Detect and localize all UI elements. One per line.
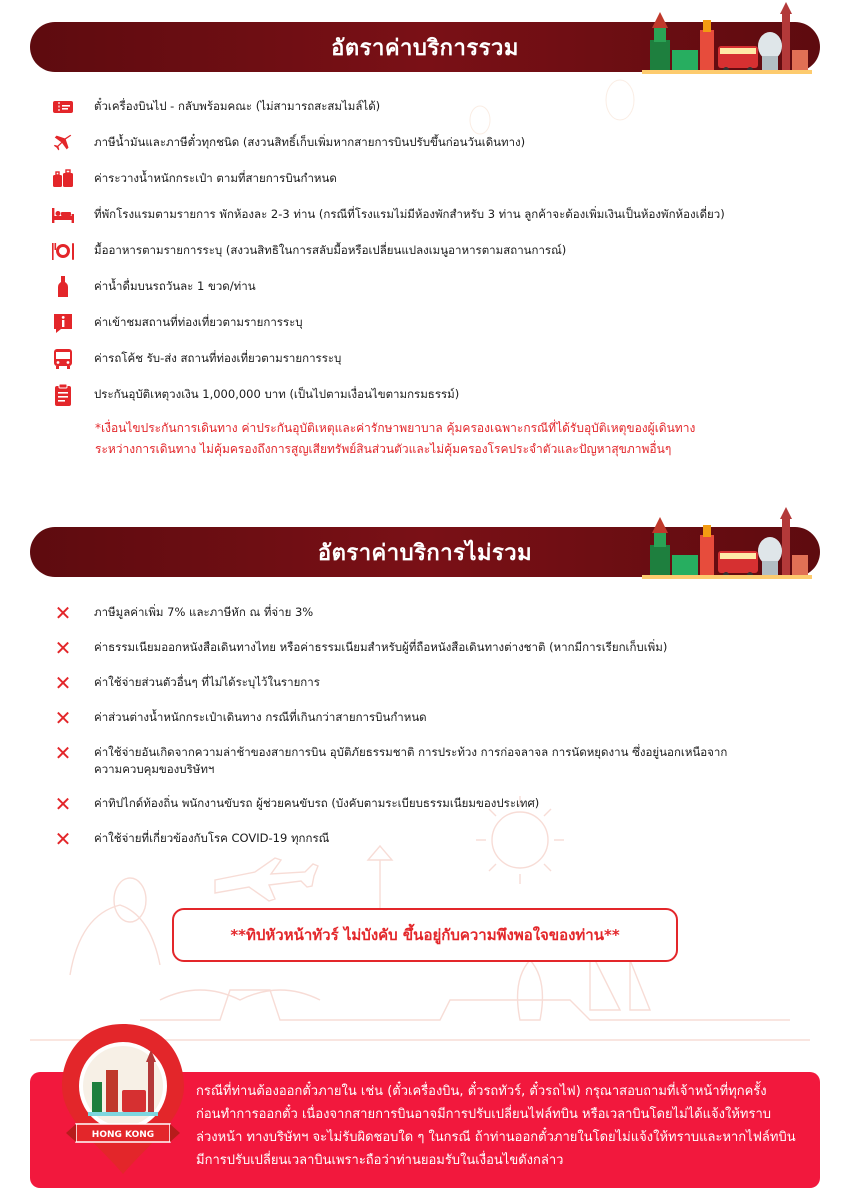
included-item-hotel xyxy=(50,203,810,239)
excluded-item-text: ค่าธรรมเนียมออกหนังสือเดินทางไทย หรือค่าธรรมเนียมสำหรับผู้ที่ถือหนังสือเดินทางต่างชาติ (หากมีการเรียกเก็บเพิ่ม) xyxy=(94,640,668,654)
excluded-item-text-line-2: ความควบคุมของบริษัทฯ xyxy=(94,762,215,776)
footer-notice-text xyxy=(196,1080,816,1172)
insurance-note-line-2: ระหว่างการเดินทาง ไม่คุ้มครองถึงการสูญเสียทรัพย์สินส่วนตัวและไม่คุ้มครองโรคประจำตัวและปัญหาสุขภาพอื่นๆ xyxy=(95,442,672,456)
included-item-text: ที่พักโรงแรมตามรายการ พักห้องละ 2-3 ท่าน (กรณีที่โรงแรมไม่มีห้องพักสำหรับ 3 ท่าน ลูกค้าจะต้องเพิ่มเงินเป็นห้องพักห้องเดี่ยว) xyxy=(94,207,725,221)
insurance-note-line-1: *เงื่อนไขประกันการเดินทาง ค่าประกันอุบัติเหตุและค่ารักษาพยาบาล คุ้มครองเฉพาะกรณีที่ได้รับอุบัติเหตุของผู้เดินทาง xyxy=(95,421,696,435)
footer-line-3: ล่วงหน้า ทางบริษัทฯ จะไม่รับผิดชอบใด ๆ ในกรณี ถ้าท่านออกตั๋วภายในโดยไม่แจ้งให้ทราบและหากไฟล์ทบิน xyxy=(196,1130,796,1145)
cross-icon: ✕ xyxy=(54,601,72,625)
included-item-text: ค่าเข้าชมสถานที่ท่องเที่ยวตามรายการระบุ xyxy=(94,315,303,329)
cross-icon: ✕ xyxy=(54,827,72,851)
meal-icon xyxy=(50,239,76,263)
included-item-text: ค่ารถโค้ช รับ-ส่ง สถานที่ท่องเที่ยวตามรายการระบุ xyxy=(94,351,342,365)
excluded-item xyxy=(50,671,810,706)
excluded-item-text: ค่าใช้จ่ายส่วนตัวอื่นๆ ที่ไม่ได้ระบุไว้ในรายการ xyxy=(94,675,320,689)
excluded-item-text: ค่าทิปไกด์ท้องถิ่น พนักงานขับรถ ผู้ช่วยคนขับรถ (บังคับตามระเบียบธรรมเนียมของประเทศ) xyxy=(94,796,540,810)
included-item-admission xyxy=(50,311,810,347)
excluded-item-text: ค่าส่วนต่างน้ำหนักกระเป๋าเดินทาง กรณีที่เกินกว่าสายการบินกำหนด xyxy=(94,710,427,724)
cross-icon: ✕ xyxy=(54,706,72,730)
excluded-section-title: อัตราค่าบริการไม่รวม xyxy=(317,540,533,566)
footer-line-1: กรณีที่ท่านต้องออกตั๋วภายใน เช่น (ตั๋วเครื่องบิน, ตั๋วรถทัวร์, ตั๋วรถไฟ) กรุณาสอบถามที่เจ้าหน้าที่ทุกครั้ง xyxy=(196,1084,767,1099)
water-bottle-icon xyxy=(50,275,76,299)
hong-kong-location-badge xyxy=(58,1020,188,1178)
excluded-item-text: ภาษีมูลค่าเพิ่ม 7% และภาษีหัก ณ ที่จ่าย 3% xyxy=(94,605,314,619)
included-section-title: อัตราค่าบริการรวม xyxy=(331,35,519,61)
included-item-fuel-tax xyxy=(50,131,810,167)
excluded-item-text-line-1: ค่าใช้จ่ายอันเกิดจากความล่าช้าของสายการบิน อุบัติภัยธรรมชาติ การประท้วง การก่อจลาจล การนัดหยุดงาน ซึ่งอยู่นอกเหนือจาก xyxy=(94,745,728,759)
airplane-icon xyxy=(50,131,76,155)
included-item-text: มื้ออาหารตามรายการระบุ (สงวนสิทธิในการสลับมื้อหรือเปลี่ยนแปลงเมนูอาหารตามสถานการณ์) xyxy=(94,243,567,257)
cross-icon: ✕ xyxy=(54,741,72,765)
clipboard-icon xyxy=(50,383,76,407)
excluded-item xyxy=(50,741,810,792)
included-item-text: ค่าน้ำดื่มบนรถวันละ 1 ขวด/ท่าน xyxy=(94,279,256,293)
hong-kong-landmarks-illustration xyxy=(642,0,812,78)
bus-icon xyxy=(50,347,76,371)
included-item-text: ตั๋วเครื่องบินไป - กลับพร้อมคณะ (ไม่สามารถสะสมไมล์ได้) xyxy=(94,99,381,113)
included-item-text: ประกันอุบัติเหตุวงเงิน 1,000,000 บาท (เป็นไปตามเงื่อนไขตามกรมธรรม์) xyxy=(94,387,460,401)
included-item-insurance xyxy=(50,383,810,419)
excluded-item-text: ค่าใช้จ่ายที่เกี่ยวข้องกับโรค COVID-19 ทุกกรณี xyxy=(94,831,330,845)
insurance-conditions-note xyxy=(95,418,795,460)
excluded-item xyxy=(50,827,810,862)
cross-icon: ✕ xyxy=(54,636,72,660)
included-item-luggage xyxy=(50,167,810,203)
footer-line-2: ก่อนทำการออกตั๋ว เนื่องจากสายการบินอาจมีการปรับเปลี่ยนไฟล์ทบิน หรือเวลาบินโดยไม่ได้แจ้งให้ทราบ xyxy=(196,1107,772,1122)
excluded-item-text xyxy=(94,741,727,778)
excluded-list xyxy=(50,601,810,862)
footer-line-4: มีการปรับเปลี่ยนเวลาบินเพราะถือว่าท่านยอมรับในเงื่อนไขดังกล่าว xyxy=(196,1153,564,1168)
included-item-text: ภาษีน้ำมันและภาษีตั๋วทุกชนิด (สงวนสิทธิ์เก็บเพิ่มหากสายการบินปรับขึ้นก่อนวันเดินทาง) xyxy=(94,135,526,149)
included-list xyxy=(50,95,810,419)
included-item-water xyxy=(50,275,810,311)
cross-icon: ✕ xyxy=(54,792,72,816)
excluded-item xyxy=(50,636,810,671)
excluded-item xyxy=(50,601,810,636)
badge-label: HONG KONG xyxy=(91,1130,155,1140)
info-icon xyxy=(50,311,76,335)
included-item-meals xyxy=(50,239,810,275)
excluded-item xyxy=(50,706,810,741)
tour-leader-tip-notice xyxy=(172,908,678,962)
tip-notice-text: **ทิปหัวหน้าทัวร์ ไม่บังคับ ขึ้นอยู่กับความพึงพอใจของท่าน** xyxy=(230,926,620,944)
excluded-item xyxy=(50,792,810,827)
cross-icon: ✕ xyxy=(54,671,72,695)
included-section-header xyxy=(30,22,820,72)
hong-kong-landmarks-illustration xyxy=(642,505,812,583)
included-item-text: ค่าระวางน้ำหนักกระเป๋า ตามที่สายการบินกำหนด xyxy=(94,171,337,185)
included-item-ticket xyxy=(50,95,810,131)
included-item-coach xyxy=(50,347,810,383)
ticket-icon xyxy=(50,95,76,119)
luggage-icon xyxy=(50,167,76,191)
excluded-section-header xyxy=(30,527,820,577)
bed-icon xyxy=(50,203,76,227)
